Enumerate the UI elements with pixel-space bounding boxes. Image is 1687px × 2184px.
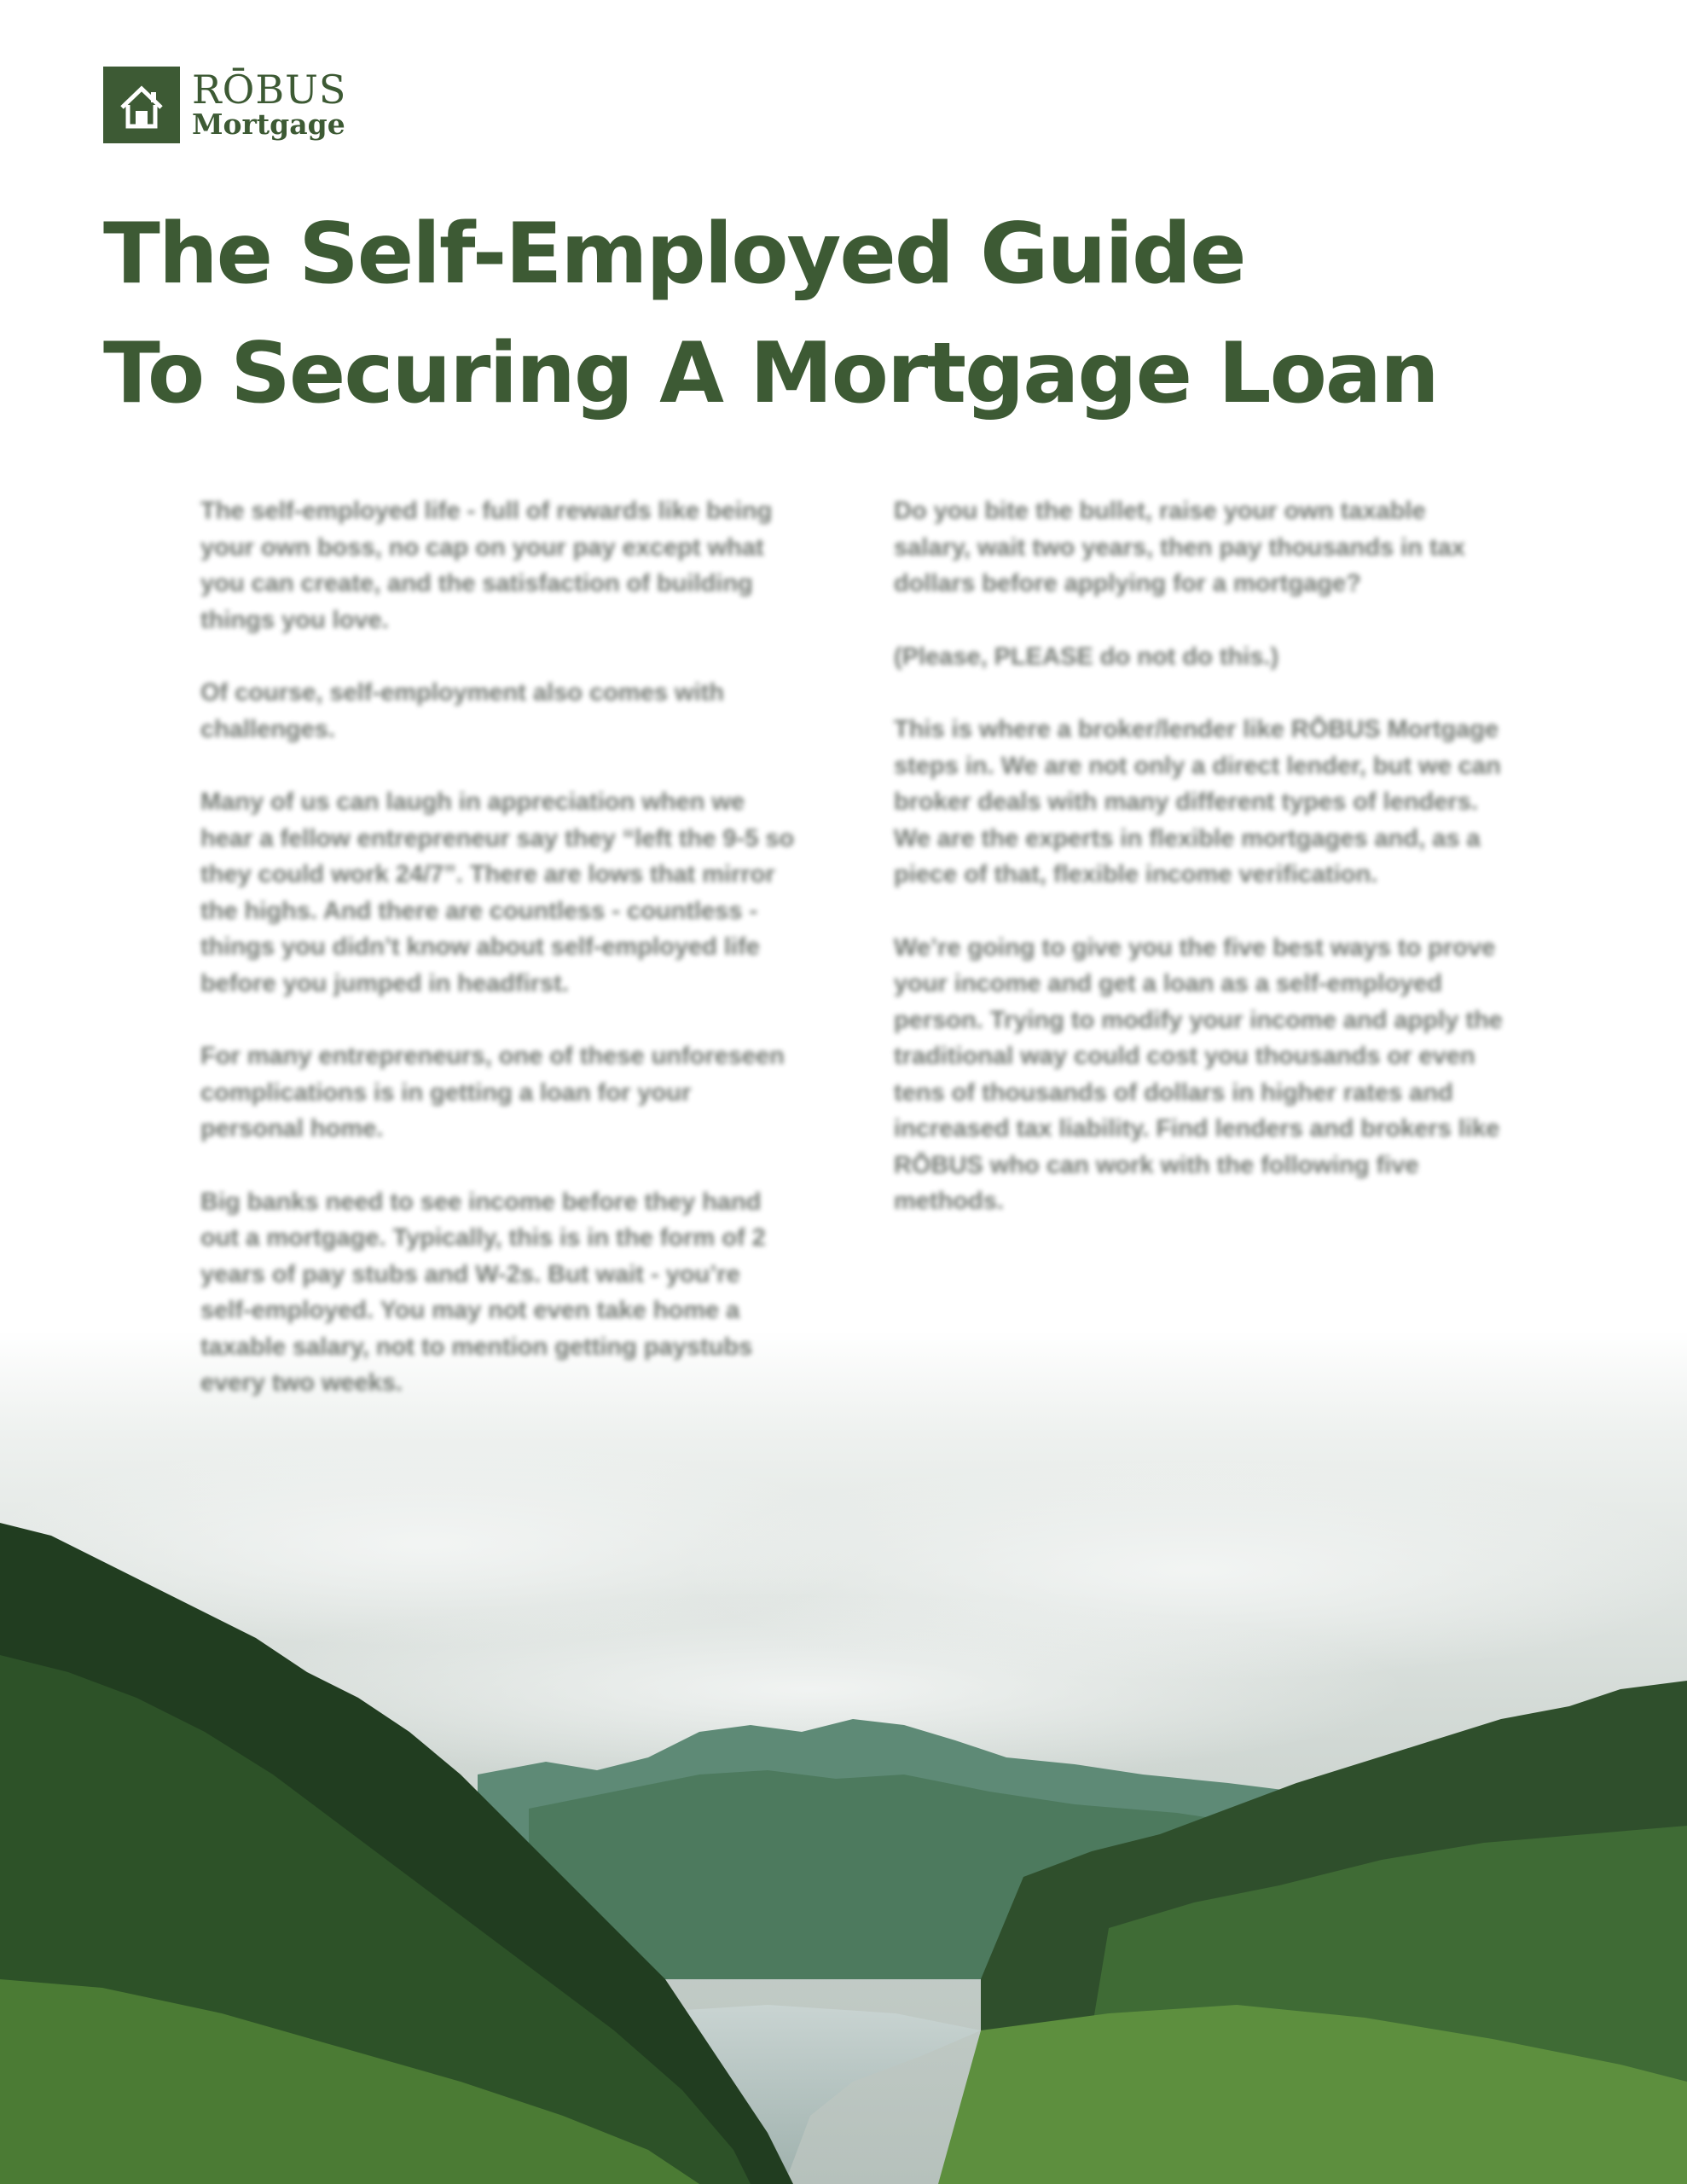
body-column-right [894, 493, 1508, 1257]
paragraph: For many entrepreneurs, one of these unforeseen complications is in getting a loan for your personal home. [200, 1043, 785, 1142]
house-icon [103, 67, 180, 143]
paragraph: This is where a broker/lender like RŌBUS Mortgage steps in. We are not only a direct lender, but we can broker deals with many different types of lenders. We are the experts in flexible mortgages and, as a piece of that, flexible income verification. [894, 716, 1501, 888]
paragraph: Of course, self-employment also comes with challenges. [200, 679, 724, 743]
body-column-left [200, 493, 797, 1438]
landscape-photo [0, 1331, 1687, 2184]
page-title [103, 195, 1438, 433]
paragraph: We’re going to give you the five best ways to prove your income and get a loan as a self-employed person. Trying to modify your income and apply the traditional way could cost you thousands or even tens of thousands of dollars in higher rates and increased tax liability. Find lenders and brokers like RŌBUS who can work with the following five methods. [894, 933, 1503, 1215]
paragraph: (Please, PLEASE do not do this.) [894, 642, 1279, 671]
logo-subtitle: Mortgage [192, 107, 345, 141]
logo-wordmark: RŌBUS [192, 67, 347, 113]
paragraph: Big banks need to see income before they hand out a mortgage. Typically, this is in the form of 2 years of pay stubs and W-2s. But wait - you’re self-employed. You may not even take home a taxable salary, not to mention getting paystubs every two weeks. [200, 1188, 766, 1397]
title-line-2: To Securing A Mortgage Loan [103, 325, 1438, 422]
paragraph: Many of us can laugh in appreciation when we hear a fellow entrepreneur say they “left the 9-5 so they could work 24/7”. There are lows that mirror the highs. And there are countless - countless - things you didn’t know about self-employed life before you jumped in headfirst. [200, 788, 795, 997]
paragraph: Do you bite the bullet, raise your own taxable salary, wait two years, then pay thousands in tax dollars before applying for a mortgage? [894, 497, 1465, 597]
title-line-1: The Self-Employed Guide [103, 206, 1245, 303]
paragraph: The self-employed life - full of rewards like being your own boss, no cap on your pay except what you can create, and the satisfaction of building things you love. [200, 497, 773, 634]
robus-logo [103, 67, 346, 143]
